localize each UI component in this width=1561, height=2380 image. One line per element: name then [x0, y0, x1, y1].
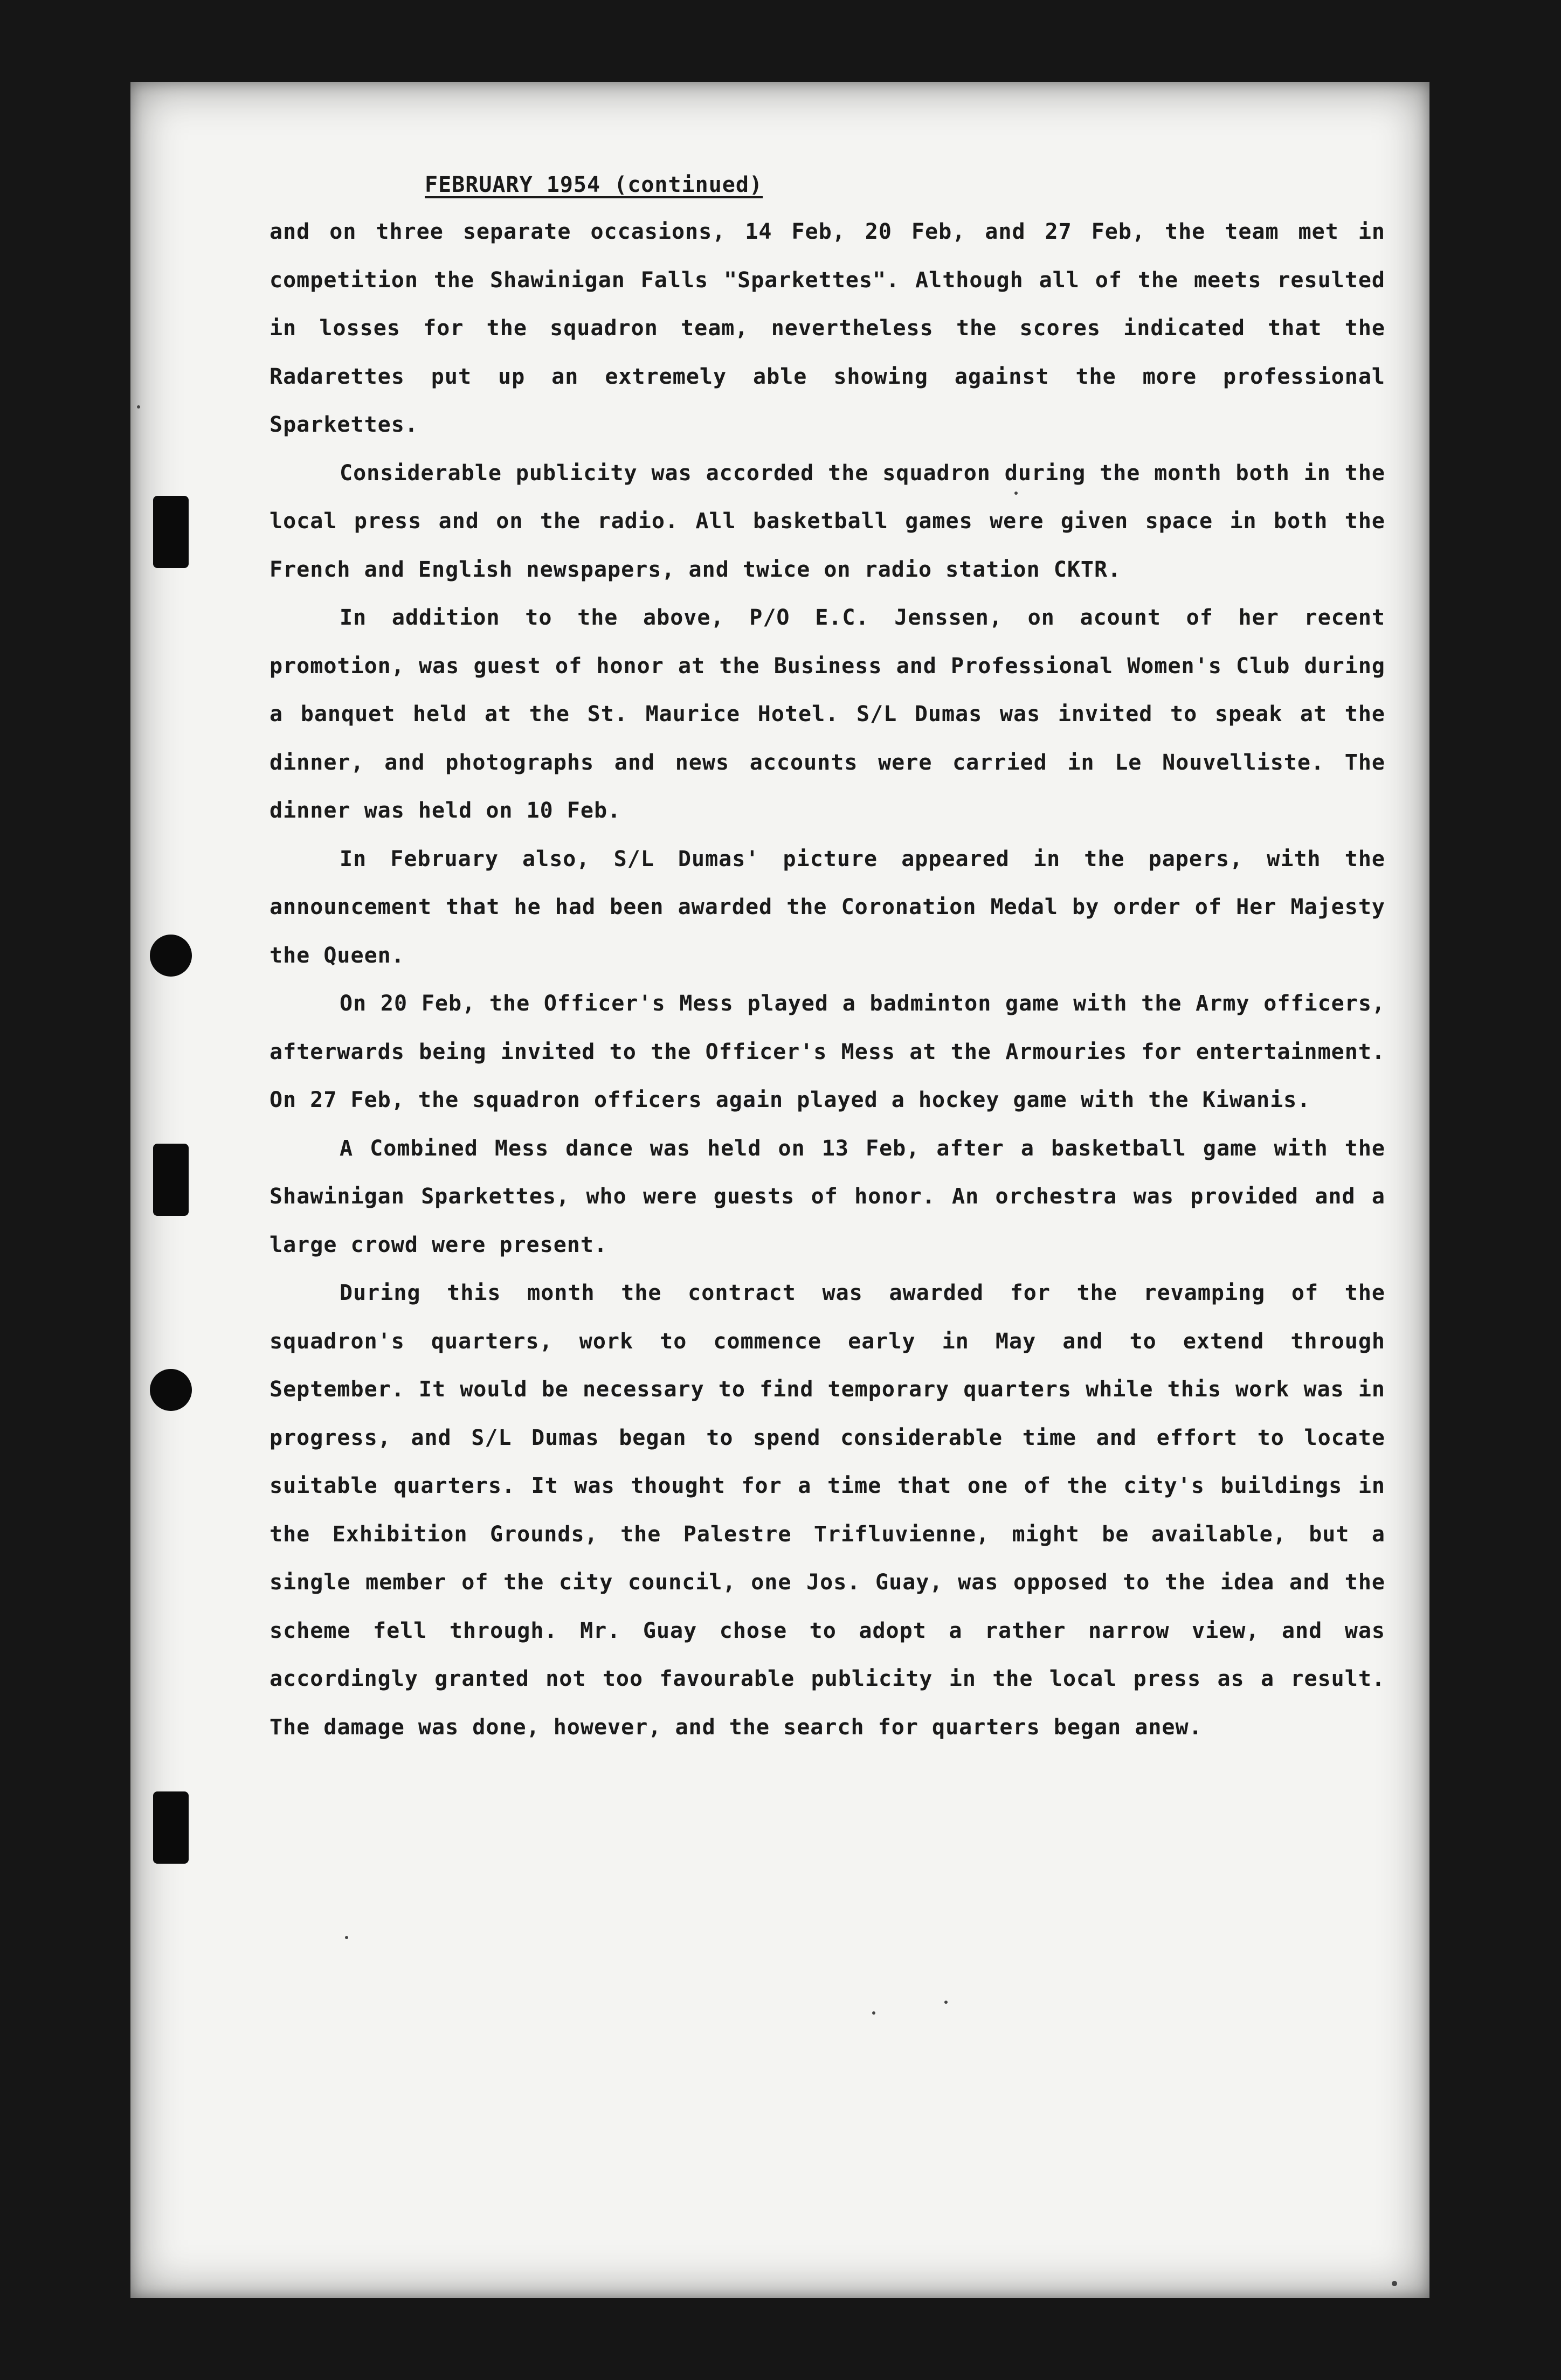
document-text — [270, 162, 1385, 1752]
body-paragraph: Considerable publicity was accorded the squadron during the month both in the local press and on the radio. All basketball games were given space in both the French and English newspapers, and twice on radio station CKTR. — [270, 460, 1385, 582]
binder-slot-middle — [153, 1144, 189, 1216]
binder-slot-top — [153, 496, 189, 568]
binder-slot-bottom — [153, 1791, 189, 1864]
binder-hole-upper — [150, 935, 192, 977]
binder-hole-lower — [150, 1369, 192, 1411]
body-paragraph: A Combined Mess dance was held on 13 Feb, after a basketball game with the Shawinigan Sparkettes, who were guests of honor. An orchestra was provided and a large crowd were present. — [270, 1136, 1385, 1257]
page-heading: FEBRUARY 1954 (continued) — [425, 172, 763, 197]
body-paragraph: In February also, S/L Dumas' picture appeared in the papers, with the announcement that he had been awarded the Coronation Medal by order of Her Majesty the Queen. — [270, 846, 1385, 968]
body-paragraph: and on three separate occasions, 14 Feb, 20 Feb, and 27 Feb, the team met in competition the Shawinigan Falls "Sparkettes". Although all of the meets resulted in losses for the squadron team, nevertheless the scores indicated that the Radarettes put up an extremely able showing against the more professional Sparkettes. — [270, 219, 1385, 437]
body-paragraph: During this month the contract was awarded for the revamping of the squadron's quarters, work to commence early in May and to extend through September. It would be necessary to find temporary quarters while this work was in progress, and S/L Dumas began to spend considerable time and effort to locate suitable quarters. It was thought for a time that one of the city's buildings in the Exhibition Grounds, the Palestre Trifluvienne, might be available, but a single member of the city council, one Jos. Guay, was opposed to the idea and the scheme fell through. Mr. Guay chose to adopt a rather narrow view, and was accordingly granted not too favourable publicity in the local press as a result. The damage was done, however, and the search for quarters began anew. — [270, 1281, 1385, 1740]
body-paragraph: In addition to the above, P/O E.C. Jenssen, on acount of her recent promotion, was guest of honor at the Business and Professional Women's Club during a banquet held at the St. Maurice Hotel. S/L Dumas was invited to speak at the dinner, and photographs and news accounts were carried in Le Nouvelliste. The dinner was held on 10 Feb. — [270, 605, 1385, 823]
body-paragraph: On 20 Feb, the Officer's Mess played a badminton game with the Army officers, afterwards being invited to the Officer's Mess at the Armouries for entertainment. On 27 Feb, the squadron officers again played a hockey game with the Kiwanis. — [270, 991, 1385, 1112]
paragraphs-container — [270, 208, 1385, 1752]
